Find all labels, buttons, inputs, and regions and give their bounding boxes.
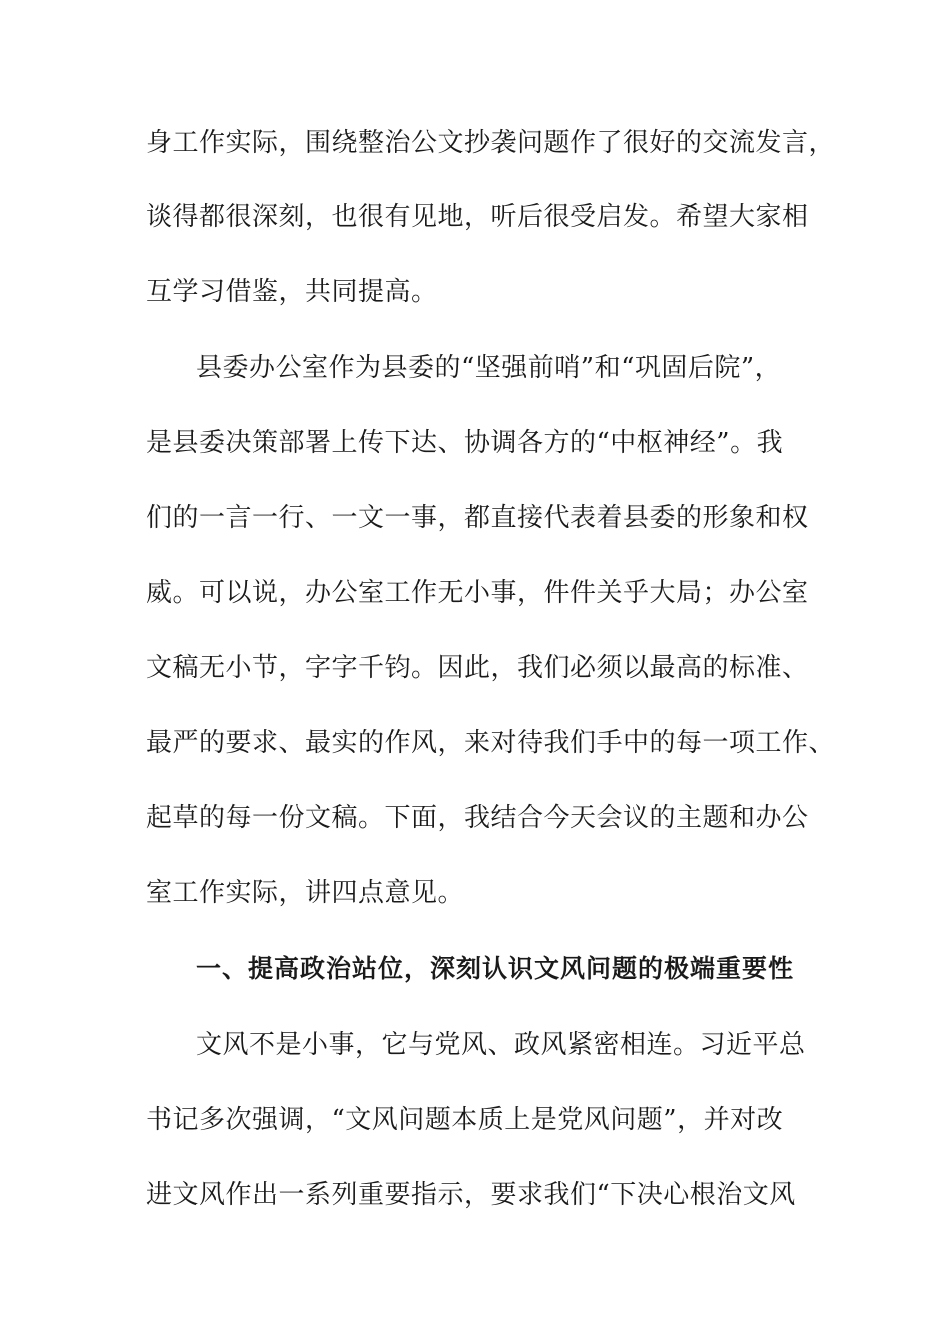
paragraph-line: 谈得都很深刻，也很有见地，听后很受启发。希望大家相: [146, 202, 809, 232]
paragraph-line: 互学习借鉴，共同提高。: [146, 277, 438, 307]
paragraph-line: 身工作实际，围绕整治公文抄袭问题作了很好的交流发言，: [146, 128, 836, 158]
paragraph-line: 县委办公室作为县委的“坚强前哨”和“巩固后院”，: [196, 353, 782, 383]
paragraph-line: 们的一言一行、一文一事，都直接代表着县委的形象和权: [146, 503, 809, 533]
paragraph-line: 起草的每一份文稿。下面，我结合今天会议的主题和办公: [146, 803, 809, 833]
paragraph-line: 进文风作出一系列重要指示，要求我们“下决心根治文风: [146, 1180, 796, 1210]
paragraph-line: 书记多次强调，“文风问题本质上是党风问题”，并对改: [146, 1105, 784, 1135]
section-heading: 一、提高政治站位，深刻认识文风问题的极端重要性: [196, 954, 795, 983]
paragraph-line: 是县委决策部署上传下达、协调各方的“中枢神经”。我: [146, 428, 784, 458]
paragraph-line: 最严的要求、最实的作风，来对待我们手中的每一项工作、: [146, 728, 836, 758]
paragraph-line: 威。可以说，办公室工作无小事，件件关乎大局；办公室: [146, 578, 809, 608]
paragraph-line: 室工作实际，讲四点意见。: [146, 878, 465, 908]
paragraph-line: 文稿无小节，字字千钧。因此，我们必须以最高的标准、: [146, 653, 809, 683]
paragraph-line: 文风不是小事，它与党风、政风紧密相连。习近平总: [196, 1030, 806, 1060]
